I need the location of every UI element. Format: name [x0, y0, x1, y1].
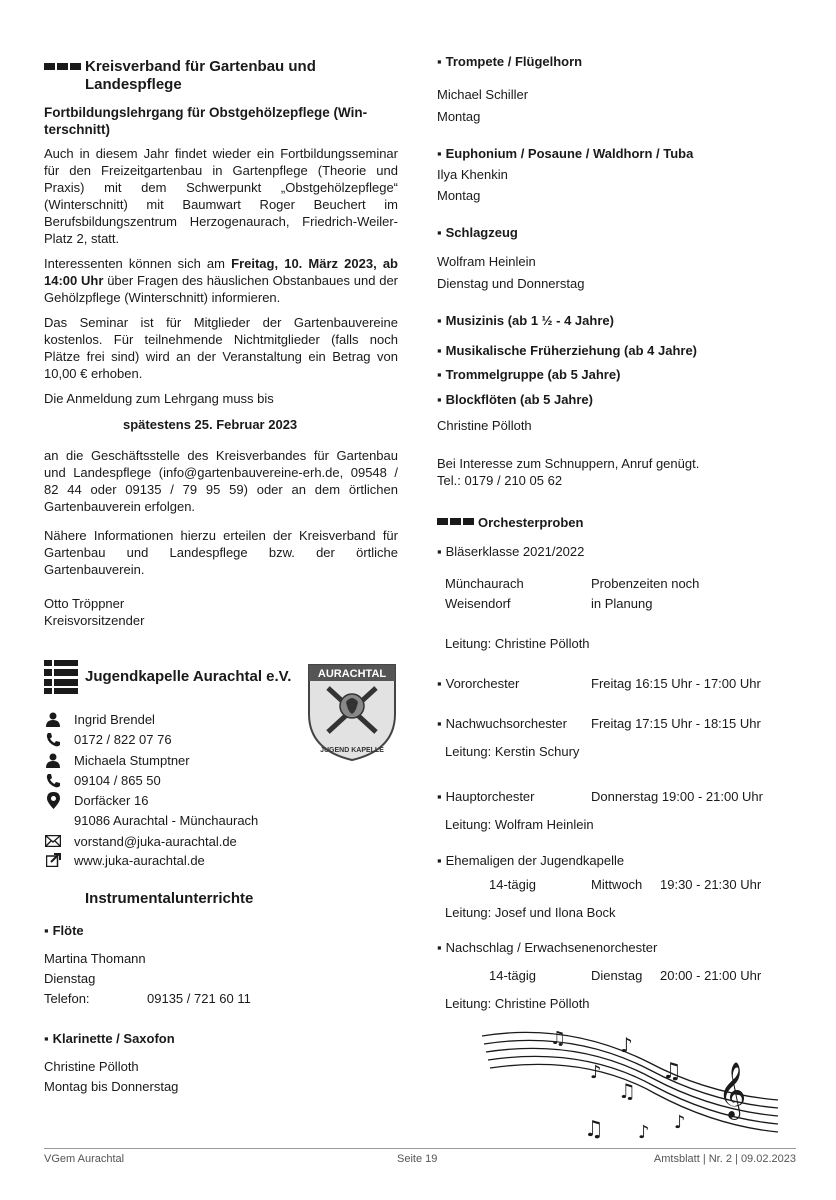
- nachschlag-freq: 14-tägig: [489, 968, 536, 983]
- blaeser-ort-2: Weisendorf: [445, 596, 511, 611]
- klarinette-day: Montag bis Donnerstag: [44, 1079, 179, 1094]
- blockfloeten-title: ▪ Blockflöten (ab 5 Jahre): [437, 391, 593, 408]
- floete-teacher: Martina Thomann: [44, 951, 146, 966]
- nachschlag-title: ▪ Nachschlag / Erwachsenenorchester: [437, 939, 657, 956]
- paragraph-kosten: Das Seminar ist für Mitglieder der Gartenbauvereine kostenlos. Für teilnehmende Nichtmitglieder (falls noch Plätze frei sind) wird an der Veranstaltung ein Betrag von 10,00 € erhoben.: [44, 315, 398, 381]
- paragraph-geschaeftsstelle: an die Geschäftsstelle des Kreisverbandes für Gartenbau und Landespflege (info@gartenbauvereine-erh.de, 09548 / 82 44 oder 09135 / 79 95 59) oder an dem örtlichen Gartenbauverein erfolgen.: [44, 448, 398, 514]
- blaeser-leitung: Leitung: Christine Pölloth: [445, 636, 590, 651]
- euphonium-teacher: Ilya Khenkin: [437, 167, 508, 182]
- contact-name-1: Ingrid Brendel: [74, 712, 155, 727]
- contact-website[interactable]: www.juka-aurachtal.de: [74, 853, 205, 868]
- contact-phone-2[interactable]: 09104 / 865 50: [74, 773, 161, 788]
- web-icon: [44, 852, 62, 868]
- termin-date: Freitag, 10. März 2023, ab 14:00 Uhr: [44, 256, 398, 288]
- trommelgruppe-title: ▪ Trommelgruppe (ab 5 Jahre): [437, 366, 620, 383]
- schlagzeug-day: Dienstag und Donnerstag: [437, 276, 585, 291]
- location-icon: [44, 792, 62, 808]
- nachwuchsorchester-time: Freitag 17:15 Uhr - 18:15 Uhr: [591, 716, 761, 731]
- heading-blocks-icon: [44, 660, 78, 694]
- trompete-title: ▪ Trompete / Flügelhorn: [437, 53, 582, 70]
- phone-icon: [44, 772, 62, 788]
- floete-title: ▪ Flöte: [44, 922, 84, 939]
- orchesterproben-heading: Orchesterproben: [478, 515, 584, 530]
- hauptorchester-time: Donnerstag 19:00 - 21:00 Uhr: [591, 789, 763, 804]
- klarinette-title: ▪ Klarinette / Saxofon: [44, 1030, 175, 1047]
- schlagzeug-teacher: Wolfram Heinlein: [437, 254, 536, 269]
- paragraph-anmeldung: Die Anmeldung zum Lehrgang muss bis: [44, 391, 274, 406]
- vororchester-title: ▪ Vororchester: [437, 675, 519, 692]
- person-icon: [44, 711, 62, 727]
- svg-text:𝄞: 𝄞: [718, 1062, 747, 1118]
- lehrgang-title-line1: Fortbildungslehrgang für Obstgehölzepflege (Win-: [44, 105, 368, 120]
- nachschlag-leitung: Leitung: Christine Pölloth: [445, 996, 590, 1011]
- blaeser-ort-1: Münchaurach: [445, 576, 524, 591]
- blockfloeten-teacher: Christine Pölloth: [437, 418, 532, 433]
- ehemaligen-leitung: Leitung: Josef und Ilona Bock: [445, 905, 616, 920]
- euphonium-day: Montag: [437, 188, 481, 203]
- hauptorchester-leitung: Leitung: Wolfram Heinlein: [445, 817, 594, 832]
- mail-icon: [44, 833, 62, 849]
- jugendkapelle-logo: [306, 662, 398, 762]
- floete-tel[interactable]: 09135 / 721 60 11: [147, 991, 251, 1006]
- svg-text:♪: ♪: [674, 1112, 686, 1133]
- nachwuchsorchester-leitung: Leitung: Kerstin Schury: [445, 744, 580, 759]
- svg-text:♪: ♪: [620, 1033, 633, 1057]
- contact-city: 91086 Aurachtal - Münchaurach: [74, 813, 259, 828]
- hauptorchester-title: ▪ Hauptorchester: [437, 788, 535, 805]
- svg-text:♫: ♫: [662, 1059, 682, 1084]
- kreisverband-heading-line1: Kreisverband für Gartenbau und: [85, 58, 316, 75]
- paragraph-intro: Auch in diesem Jahr findet wieder ein Fortbildungsseminar für den Freizeitgartenbau in Gartenpflege (Theorie und Praxis) mit dem Schwerpunkt „Obstgehölzepflege“ (Winterschnitt) mit Baumwart Roger Beuchert im Berufsbildungszentrum Herzogenaurach, Friedrich-Weiler-Platz 2, statt.: [44, 146, 398, 246]
- footer-divider: [44, 1148, 796, 1149]
- person-icon: [44, 752, 62, 768]
- footer-right: Amtsblatt | Nr. 2 | 09.02.2023: [653, 1153, 796, 1165]
- heading-squares-icon: [44, 63, 83, 70]
- footer-left: VGem Aurachtal: [44, 1153, 125, 1165]
- blaeser-zeit-2: in Planung: [591, 596, 653, 611]
- instrumentalunterricht-heading: Instrumentalunterrichte: [85, 890, 254, 907]
- trompete-teacher: Michael Schiller: [437, 87, 529, 102]
- music-staff-illustration: [478, 1022, 798, 1142]
- contact-name-2: Michaela Stumptner: [74, 753, 190, 768]
- ehemaligen-day: Mittwoch: [591, 877, 643, 892]
- interesse-tel[interactable]: Tel.: 0179 / 210 05 62: [437, 473, 563, 488]
- jugendkapelle-heading: Jugendkapelle Aurachtal e.V.: [85, 668, 292, 685]
- interesse-text: Bei Interesse zum Schnuppern, Anruf genügt.: [437, 456, 700, 471]
- euphonium-title: ▪ Euphonium / Posaune / Waldhorn / Tuba: [437, 145, 693, 162]
- signer-role: Kreisvorsitzender: [44, 613, 145, 628]
- lehrgang-title-line2: terschnitt): [44, 122, 111, 137]
- floete-day: Dienstag: [44, 971, 96, 986]
- ehemaligen-title: ▪ Ehemaligen der Jugendkapelle: [437, 852, 624, 869]
- nachschlag-day: Dienstag: [591, 968, 643, 983]
- svg-text:♫: ♫: [584, 1117, 604, 1142]
- klarinette-teacher: Christine Pölloth: [44, 1059, 139, 1074]
- svg-text:♫: ♫: [618, 1079, 636, 1103]
- blaeser-zeit-1: Probenzeiten noch: [591, 576, 700, 591]
- footer-page-number: Seite 19: [397, 1153, 438, 1165]
- vororchester-time: Freitag 16:15 Uhr - 17:00 Uhr: [591, 676, 761, 691]
- svg-text:AURACHTAL: AURACHTAL: [317, 668, 387, 680]
- deadline-text: spätestens 25. Februar 2023: [123, 417, 298, 432]
- musizinis-title: ▪ Musizinis (ab 1 ½ - 4 Jahre): [437, 312, 614, 329]
- signer-name: Otto Tröppner: [44, 596, 125, 611]
- contact-phone-1[interactable]: 0172 / 822 07 76: [74, 732, 172, 747]
- svg-text:♪: ♪: [638, 1122, 650, 1142]
- paragraph-termin: Interessenten können sich am Freitag, 10. März 2023, ab 14:00 Uhr über Fragen des häuslichen Obstanbaues und der Gehölzpflege (Winterschnitt) informieren.: [44, 256, 399, 305]
- heading-squares-icon: [437, 518, 476, 525]
- ehemaligen-time: 19:30 - 21:30 Uhr: [660, 877, 762, 892]
- svg-text:♫: ♫: [550, 1028, 567, 1049]
- kreisverband-heading-line2: Landespflege: [85, 76, 182, 93]
- svg-text:♪: ♪: [590, 1062, 602, 1083]
- nachschlag-time: 20:00 - 21:00 Uhr: [660, 968, 762, 983]
- svg-text:JUGEND KAPELLE: JUGEND KAPELLE: [320, 747, 384, 754]
- trompete-day: Montag: [437, 109, 481, 124]
- ehemaligen-freq: 14-tägig: [489, 877, 536, 892]
- phone-icon: [44, 731, 62, 747]
- blaeserklasse-title: ▪ Bläserklasse 2021/2022: [437, 543, 584, 560]
- contact-street: Dorfäcker 16: [74, 793, 149, 808]
- paragraph-informationen: Nähere Informationen hierzu erteilen der Kreisverband für Gartenbau und Landespflege bzw. der örtliche Gartenbauverein.: [44, 528, 398, 577]
- floete-tel-label: Telefon:: [44, 991, 90, 1006]
- contact-email[interactable]: vorstand@juka-aurachtal.de: [74, 834, 237, 849]
- nachwuchsorchester-title: ▪ Nachwuchsorchester: [437, 715, 567, 732]
- frueherziehung-title: ▪ Musikalische Früherziehung (ab 4 Jahre): [437, 342, 697, 359]
- schlagzeug-title: ▪ Schlagzeug: [437, 224, 518, 241]
